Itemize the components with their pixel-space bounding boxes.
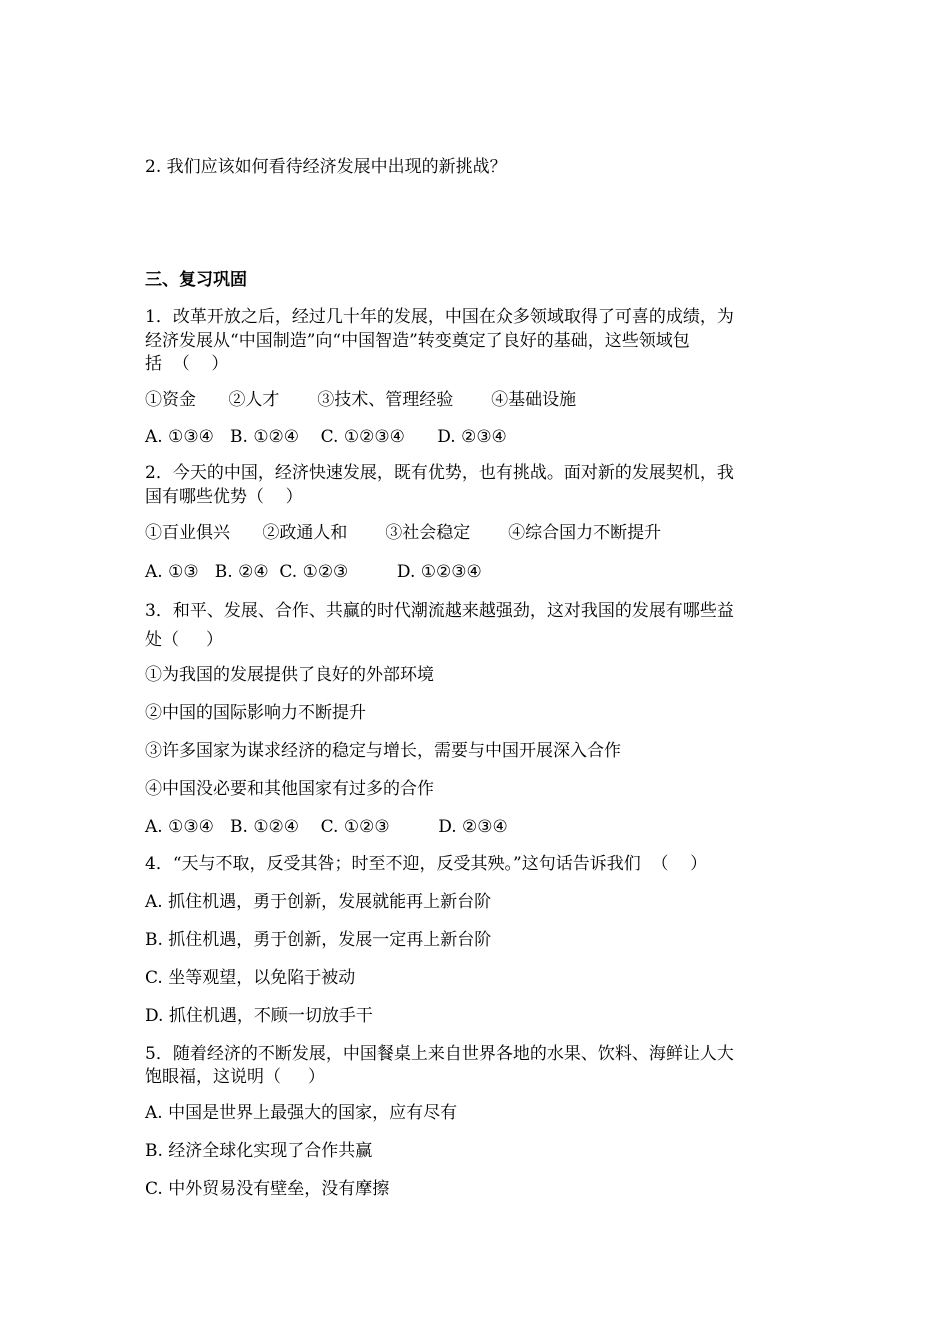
q3-item2: ②中国的国际影响力不断提升: [145, 703, 366, 723]
q3-stem-line1: 3．和平、发展、合作、共赢的时代潮流越来越强劲，这对我国的发展有哪些益: [145, 601, 734, 621]
section-title: 三、复习巩固: [145, 270, 247, 290]
q2-stem-line1: 2．今天的中国，经济快速发展，既有优势，也有挑战。面对新的发展契机，我: [145, 463, 734, 483]
q1-choices: A. ①③④ B. ①②④ C. ①②③④ D. ②③④: [145, 427, 507, 447]
q3-stem-line2: 处（ ）: [145, 630, 224, 650]
q1-items: ①资金 ②人才 ③技术、管理经验 ④基础设施: [145, 390, 577, 410]
q4-option-b: B. 抓住机遇，勇于创新，发展一定再上新台阶: [145, 930, 492, 950]
q5-option-b: B. 经济全球化实现了合作共赢: [145, 1141, 373, 1161]
q4-option-d: D. 抓住机遇，不顾一切放手干: [145, 1006, 373, 1026]
q4-option-c: C. 坐等观望，以免陷于被动: [145, 968, 356, 988]
q5-option-a: A. 中国是世界上最强大的国家，应有尽有: [145, 1103, 458, 1123]
q1-stem-line3: 括 （ ）: [145, 354, 229, 374]
q4-option-a: A. 抓住机遇，勇于创新，发展就能再上新台阶: [145, 892, 492, 912]
q3-choices: A. ①③④ B. ①②④ C. ①②③ D. ②③④: [145, 817, 508, 837]
q5-stem-line1: 5．随着经济的不断发展，中国餐桌上来自世界各地的水果、饮料、海鲜让人大: [145, 1044, 734, 1064]
q3-item4: ④中国没必要和其他国家有过多的合作: [145, 779, 434, 799]
q3-item1: ①为我国的发展提供了良好的外部环境: [145, 665, 434, 685]
q5-stem-line2: 饱眼福，这说明（ ）: [145, 1067, 326, 1087]
q3-item3: ③许多国家为谋求经济的稳定与增长，需要与中国开展深入合作: [145, 741, 621, 761]
prev-question-2: 2. 我们应该如何看待经济发展中出现的新挑战？: [145, 157, 507, 177]
q2-stem-line2: 国有哪些优势（ ）: [145, 487, 303, 507]
q1-stem-line2: 经济发展从“中国制造”向“中国智造”转变奠定了良好的基础，这些领域包: [145, 331, 690, 351]
q1-stem-line1: 1．改革开放之后，经过几十年的发展，中国在众多领域取得了可喜的成绩，为: [145, 307, 734, 327]
q2-items: ①百业俱兴 ②政通人和 ③社会稳定 ④综合国力不断提升: [145, 523, 662, 543]
q5-option-c: C. 中外贸易没有壁垒，没有摩擦: [145, 1179, 390, 1199]
q4-stem: 4．“天与不取，反受其咎；时至不迎，反受其殃。”这句话告诉我们 （ ）: [145, 854, 708, 874]
q2-choices: A. ①③ B. ②④ C. ①②③ D. ①②③④: [145, 562, 482, 582]
